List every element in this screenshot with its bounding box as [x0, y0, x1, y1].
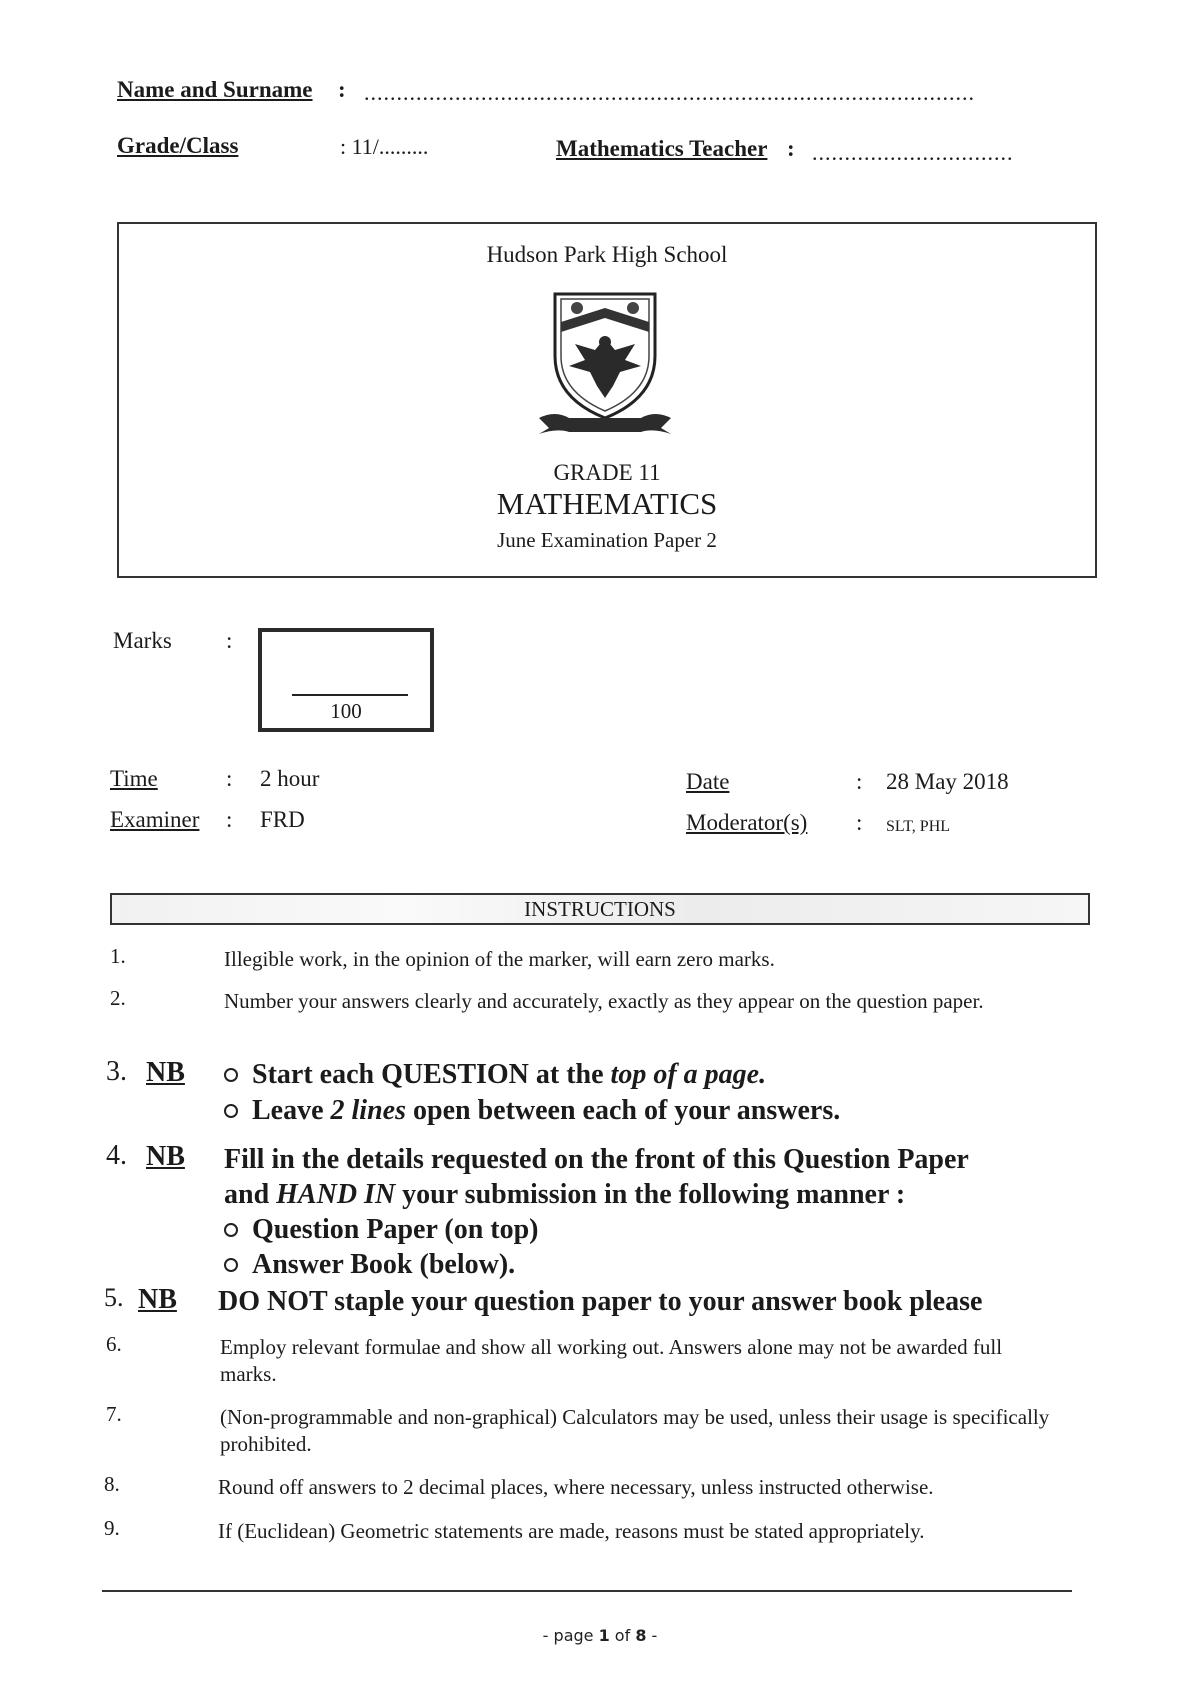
instruction-1-text: Illegible work, in the opinion of the marker, will earn zero marks.: [224, 947, 775, 971]
instruction-7-number: 7.: [106, 1402, 122, 1426]
examiner-value: FRD: [260, 807, 305, 832]
instruction-1-number: 1.: [110, 944, 126, 968]
grade-label: Grade/Class: [117, 133, 239, 158]
grade-heading: GRADE 11: [553, 460, 661, 485]
page-current: 1: [598, 1626, 610, 1645]
school-name: Hudson Park High School: [486, 242, 728, 267]
marks-colon: :: [226, 628, 233, 653]
page-total: 8: [635, 1626, 647, 1645]
instruction-6-number: 6.: [106, 1332, 122, 1356]
marks-fraction-line: [292, 694, 408, 696]
moderator-value: SLT, PHL: [886, 818, 951, 835]
instruction-3-nb: NB: [146, 1057, 185, 1088]
bullet-icon: [224, 1068, 238, 1082]
bullet-icon: [224, 1104, 238, 1118]
instruction-9-text: If (Euclidean) Geometric statements are made, reasons must be stated appropriately.: [218, 1519, 925, 1543]
teacher-label: Mathematics Teacher: [556, 136, 768, 161]
instruction-3-bullet-2: Leave 2 lines open between each of your answers.: [224, 1094, 1084, 1128]
title-box: [117, 222, 1097, 578]
subject-heading: MATHEMATICS: [496, 486, 718, 521]
instruction-9-number: 9.: [104, 1516, 120, 1540]
paper-title: June Examination Paper 2: [497, 528, 717, 552]
date-colon: :: [856, 769, 863, 794]
footer-rule: [102, 1590, 1072, 1592]
instructions-heading: INSTRUCTIONS: [524, 897, 676, 921]
instruction-8-text: Round off answers to 2 decimal places, where necessary, unless instructed otherwise.: [218, 1475, 934, 1499]
instruction-5-nb: NB: [138, 1284, 177, 1315]
instruction-8-number: 8.: [104, 1472, 120, 1496]
instruction-6-text: Employ relevant formulae and show all working out. Answers alone may not be awarded full marks.: [220, 1335, 1003, 1386]
name-colon: :: [338, 77, 346, 102]
instruction-4-line-1: Fill in the details requested on the front of this Question Paper: [224, 1144, 969, 1175]
instruction-4-bullet-2: Answer Book (below).: [224, 1248, 515, 1282]
instruction-2-text: Number your answers clearly and accurately, exactly as they appear on the question paper.: [224, 989, 984, 1013]
instruction-4-line-2: and HAND IN your submission in the following manner :: [224, 1179, 906, 1210]
instruction-4-nb: NB: [146, 1141, 185, 1172]
instruction-4-number: 4.: [106, 1140, 127, 1171]
instruction-3-number: 3.: [106, 1056, 127, 1087]
name-label: Name and Surname: [117, 77, 313, 102]
name-field[interactable]: ..............................................................................................: [364, 80, 975, 105]
instruction-3-bullet-1: Start each QUESTION at the top of a page.: [224, 1058, 1084, 1092]
school-crest: [535, 286, 675, 436]
page-footer: - page 1 of 8 -: [542, 1626, 658, 1645]
teacher-field[interactable]: ...............................: [812, 140, 1014, 165]
instruction-2-number: 2.: [110, 986, 126, 1010]
instruction-5-text: DO NOT staple your question paper to your answer book please: [218, 1286, 983, 1317]
time-colon: :: [226, 766, 233, 791]
time-value: 2 hour: [260, 766, 320, 791]
date-value: 28 May 2018: [886, 769, 1009, 794]
moderator-colon: :: [856, 810, 863, 835]
instruction-5-number: 5.: [104, 1283, 124, 1312]
marks-total: 100: [330, 699, 362, 723]
bullet-icon: [224, 1258, 238, 1272]
moderator-label: Moderator(s): [686, 810, 808, 835]
examiner-label: Examiner: [110, 807, 200, 832]
bullet-icon: [224, 1223, 238, 1237]
examiner-colon: :: [226, 807, 233, 832]
marks-label: Marks: [113, 628, 172, 653]
teacher-colon: :: [787, 136, 795, 161]
marks-box[interactable]: [258, 628, 434, 732]
date-label: Date: [686, 769, 730, 794]
instruction-4-bullet-1: Question Paper (on top): [224, 1213, 539, 1247]
instructions-bar: [110, 893, 1090, 925]
time-label: Time: [110, 766, 158, 791]
instruction-7-text: (Non-programmable and non-graphical) Calculators may be used, unless their usage is specifically prohibited.: [220, 1405, 1050, 1456]
grade-field[interactable]: : 11/.........: [340, 134, 429, 159]
